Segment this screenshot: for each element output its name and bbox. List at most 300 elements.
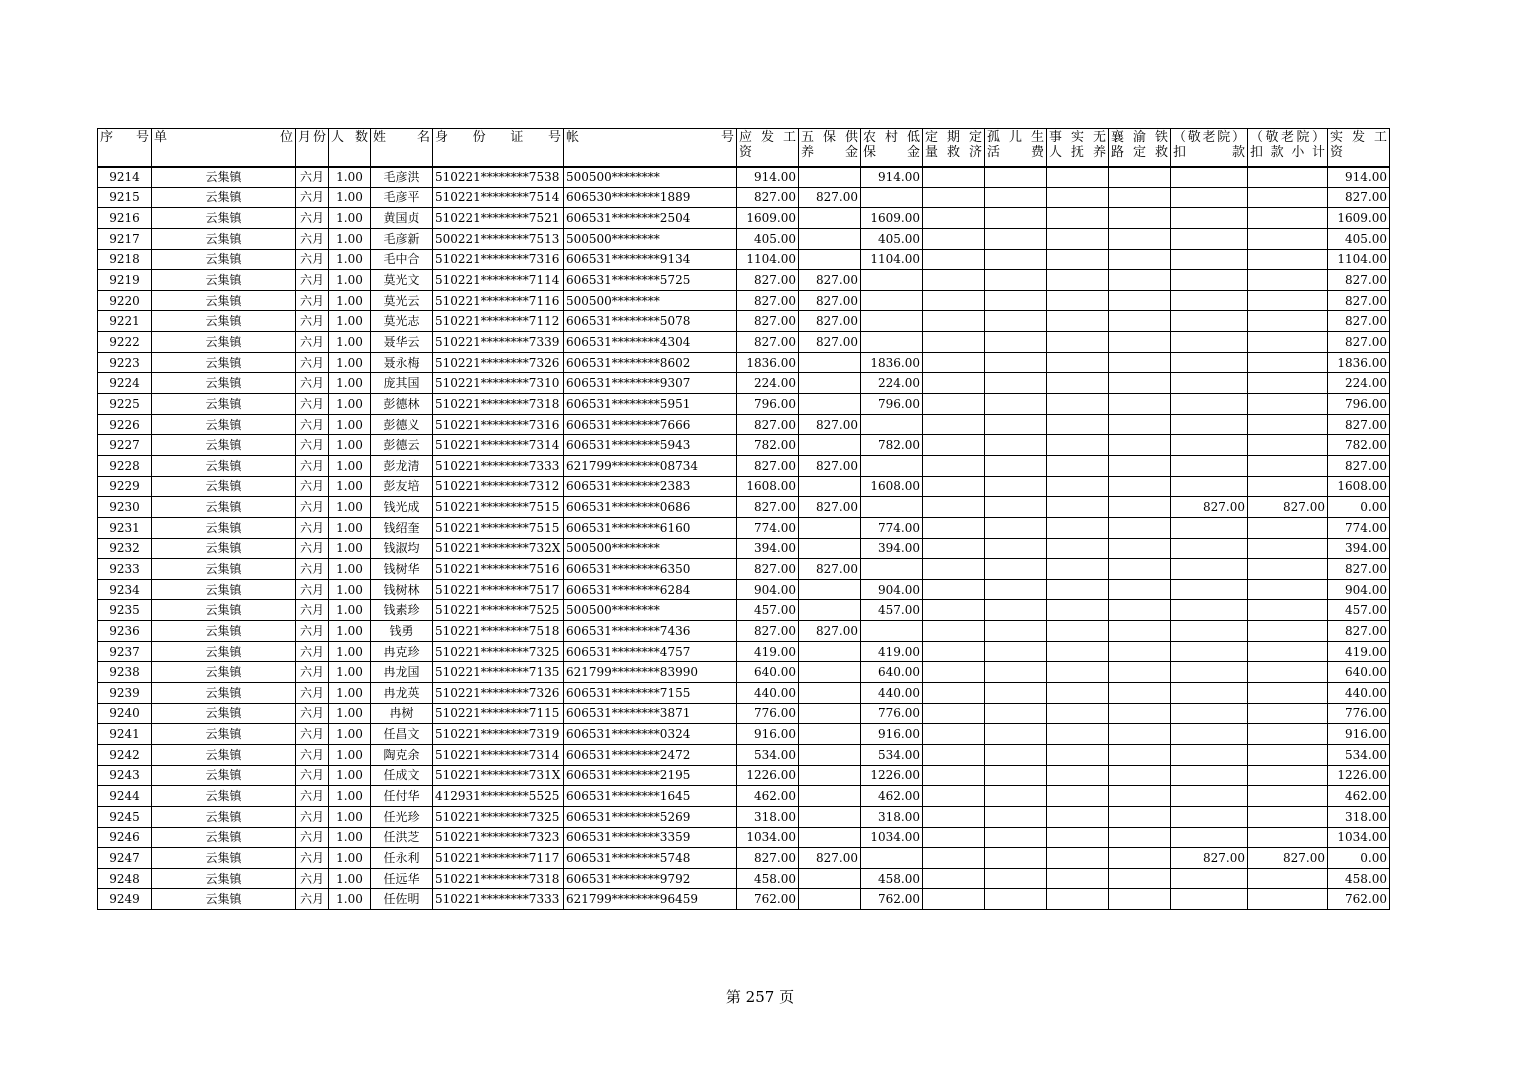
cell-jingsub bbox=[1248, 621, 1328, 642]
cell-name: 莫光文 bbox=[371, 270, 433, 291]
cell-account: 606531********4304 bbox=[564, 332, 737, 353]
cell-dibao: 914.00 bbox=[861, 167, 923, 188]
cell-empty bbox=[985, 167, 1047, 188]
cell-unit: 云集镇 bbox=[152, 228, 296, 249]
cell-net: 762.00 bbox=[1328, 889, 1390, 910]
cell-empty bbox=[1109, 167, 1171, 188]
cell-empty bbox=[923, 394, 985, 415]
cell-account: 606530********1889 bbox=[564, 187, 737, 208]
cell-month: 六月 bbox=[296, 786, 329, 807]
cell-gross: 827.00 bbox=[737, 848, 799, 869]
cell-empty bbox=[985, 579, 1047, 600]
cell-gross: 914.00 bbox=[737, 167, 799, 188]
cell-account: 606531********5943 bbox=[564, 435, 737, 456]
cell-jingsub bbox=[1248, 414, 1328, 435]
cell-month: 六月 bbox=[296, 332, 329, 353]
cell-empty bbox=[985, 228, 1047, 249]
cell-gross: 1226.00 bbox=[737, 765, 799, 786]
page-number: 第 257 页 bbox=[725, 988, 795, 1006]
cell-wubao bbox=[799, 600, 861, 621]
cell-empty bbox=[1109, 290, 1171, 311]
cell-jingkou bbox=[1171, 332, 1248, 353]
cell-dibao: 776.00 bbox=[861, 703, 923, 724]
cell-empty bbox=[985, 868, 1047, 889]
cell-account: 606531********7666 bbox=[564, 414, 737, 435]
cell-empty bbox=[985, 600, 1047, 621]
cell-empty bbox=[1047, 497, 1109, 518]
cell-empty bbox=[1109, 435, 1171, 456]
cell-dibao bbox=[861, 621, 923, 642]
cell-unit: 云集镇 bbox=[152, 435, 296, 456]
cell-gross: 1609.00 bbox=[737, 208, 799, 229]
cell-empty bbox=[1047, 517, 1109, 538]
cell-net: 0.00 bbox=[1328, 497, 1390, 518]
table-row bbox=[98, 848, 1390, 869]
cell-net: 534.00 bbox=[1328, 744, 1390, 765]
cell-jingsub bbox=[1248, 435, 1328, 456]
cell-idcard: 510221********7314 bbox=[433, 435, 564, 456]
cell-net: 224.00 bbox=[1328, 373, 1390, 394]
cell-jingkou bbox=[1171, 621, 1248, 642]
cell-jingsub bbox=[1248, 187, 1328, 208]
cell-jingkou bbox=[1171, 641, 1248, 662]
cell-idcard: 510221********7115 bbox=[433, 703, 564, 724]
cell-wubao bbox=[799, 167, 861, 188]
cell-gross: 1104.00 bbox=[737, 249, 799, 270]
cell-account: 621799********96459 bbox=[564, 889, 737, 910]
cell-jingsub bbox=[1248, 827, 1328, 848]
cell-empty bbox=[985, 270, 1047, 291]
cell-month: 六月 bbox=[296, 270, 329, 291]
cell-unit: 云集镇 bbox=[152, 724, 296, 745]
table-row bbox=[98, 187, 1390, 208]
cell-gross: 827.00 bbox=[737, 270, 799, 291]
cell-empty bbox=[985, 373, 1047, 394]
cell-empty bbox=[985, 765, 1047, 786]
cell-unit: 云集镇 bbox=[152, 848, 296, 869]
cell-empty bbox=[1047, 703, 1109, 724]
cell-empty bbox=[1047, 208, 1109, 229]
cell-empty bbox=[1047, 187, 1109, 208]
cell-seq: 9234 bbox=[98, 579, 152, 600]
cell-net: 440.00 bbox=[1328, 683, 1390, 704]
cell-empty bbox=[1109, 311, 1171, 332]
cell-account: 606531********9792 bbox=[564, 868, 737, 889]
cell-gross: 1836.00 bbox=[737, 352, 799, 373]
cell-seq: 9230 bbox=[98, 497, 152, 518]
cell-dibao: 916.00 bbox=[861, 724, 923, 745]
cell-month: 六月 bbox=[296, 187, 329, 208]
cell-dibao bbox=[861, 414, 923, 435]
cell-idcard: 510221********7518 bbox=[433, 621, 564, 642]
cell-name: 任光珍 bbox=[371, 806, 433, 827]
cell-dibao: 796.00 bbox=[861, 394, 923, 415]
cell-empty bbox=[923, 497, 985, 518]
cell-empty bbox=[1047, 889, 1109, 910]
cell-idcard: 500221********7513 bbox=[433, 228, 564, 249]
cell-seq: 9218 bbox=[98, 249, 152, 270]
cell-seq: 9243 bbox=[98, 765, 152, 786]
cell-month: 六月 bbox=[296, 167, 329, 188]
cell-empty bbox=[1109, 270, 1171, 291]
cell-gross: 419.00 bbox=[737, 641, 799, 662]
cell-empty bbox=[923, 703, 985, 724]
cell-account: 606531********8602 bbox=[564, 352, 737, 373]
cell-wubao: 827.00 bbox=[799, 311, 861, 332]
cell-wubao: 827.00 bbox=[799, 559, 861, 580]
cell-empty bbox=[1109, 249, 1171, 270]
cell-count: 1.00 bbox=[329, 827, 371, 848]
cell-jingkou bbox=[1171, 208, 1248, 229]
cell-dibao: 1104.00 bbox=[861, 249, 923, 270]
cell-empty bbox=[985, 435, 1047, 456]
cell-empty bbox=[1047, 559, 1109, 580]
cell-name: 毛中合 bbox=[371, 249, 433, 270]
cell-net: 318.00 bbox=[1328, 806, 1390, 827]
cell-month: 六月 bbox=[296, 559, 329, 580]
cell-idcard: 510221********7318 bbox=[433, 394, 564, 415]
cell-idcard: 510221********7333 bbox=[433, 455, 564, 476]
cell-empty bbox=[1109, 455, 1171, 476]
cell-empty bbox=[1109, 600, 1171, 621]
cell-idcard: 412931********5525 bbox=[433, 786, 564, 807]
cell-dibao: 457.00 bbox=[861, 600, 923, 621]
table-row bbox=[98, 373, 1390, 394]
table-row bbox=[98, 538, 1390, 559]
cell-empty bbox=[1109, 476, 1171, 497]
cell-jingkou bbox=[1171, 455, 1248, 476]
cell-unit: 云集镇 bbox=[152, 621, 296, 642]
cell-empty bbox=[923, 332, 985, 353]
cell-net: 1609.00 bbox=[1328, 208, 1390, 229]
cell-account: 606531********5748 bbox=[564, 848, 737, 869]
cell-idcard: 510221********7538 bbox=[433, 167, 564, 188]
cell-empty bbox=[1109, 497, 1171, 518]
cell-empty bbox=[1047, 662, 1109, 683]
cell-empty bbox=[923, 868, 985, 889]
cell-seq: 9220 bbox=[98, 290, 152, 311]
cell-idcard: 510221********7326 bbox=[433, 683, 564, 704]
cell-idcard: 510221********7521 bbox=[433, 208, 564, 229]
cell-empty bbox=[1109, 559, 1171, 580]
cell-net: 827.00 bbox=[1328, 270, 1390, 291]
table-row bbox=[98, 228, 1390, 249]
cell-count: 1.00 bbox=[329, 868, 371, 889]
cell-dibao: 1608.00 bbox=[861, 476, 923, 497]
cell-dibao: 1226.00 bbox=[861, 765, 923, 786]
cell-wubao bbox=[799, 703, 861, 724]
cell-empty bbox=[1109, 641, 1171, 662]
cell-empty bbox=[923, 270, 985, 291]
header-guer: 孤 儿 生 活 费 bbox=[985, 129, 1047, 167]
cell-empty bbox=[985, 187, 1047, 208]
cell-unit: 云集镇 bbox=[152, 497, 296, 518]
cell-dibao: 762.00 bbox=[861, 889, 923, 910]
cell-name: 庞其国 bbox=[371, 373, 433, 394]
cell-name: 毛彦平 bbox=[371, 187, 433, 208]
cell-empty bbox=[985, 290, 1047, 311]
cell-unit: 云集镇 bbox=[152, 662, 296, 683]
cell-account: 606531********3359 bbox=[564, 827, 737, 848]
cell-account: 606531********2195 bbox=[564, 765, 737, 786]
cell-count: 1.00 bbox=[329, 538, 371, 559]
cell-idcard: 510221********7114 bbox=[433, 270, 564, 291]
table-row bbox=[98, 332, 1390, 353]
cell-name: 毛彦洪 bbox=[371, 167, 433, 188]
cell-month: 六月 bbox=[296, 208, 329, 229]
cell-empty bbox=[985, 476, 1047, 497]
cell-count: 1.00 bbox=[329, 311, 371, 332]
cell-month: 六月 bbox=[296, 290, 329, 311]
cell-empty bbox=[985, 641, 1047, 662]
cell-jingsub bbox=[1248, 249, 1328, 270]
table-row bbox=[98, 683, 1390, 704]
cell-dibao: 224.00 bbox=[861, 373, 923, 394]
cell-dibao bbox=[861, 848, 923, 869]
cell-dibao bbox=[861, 497, 923, 518]
cell-net: 1104.00 bbox=[1328, 249, 1390, 270]
cell-empty bbox=[1109, 517, 1171, 538]
header-count: 人 数 bbox=[329, 129, 371, 167]
cell-empty bbox=[1047, 394, 1109, 415]
cell-empty bbox=[923, 600, 985, 621]
cell-idcard: 510221********7116 bbox=[433, 290, 564, 311]
cell-empty bbox=[923, 621, 985, 642]
cell-unit: 云集镇 bbox=[152, 373, 296, 394]
cell-jingsub bbox=[1248, 868, 1328, 889]
cell-name: 任佐明 bbox=[371, 889, 433, 910]
cell-idcard: 510221********7325 bbox=[433, 806, 564, 827]
table-row bbox=[98, 517, 1390, 538]
cell-seq: 9237 bbox=[98, 641, 152, 662]
cell-dibao bbox=[861, 559, 923, 580]
cell-account: 606531********5725 bbox=[564, 270, 737, 291]
cell-empty bbox=[1109, 538, 1171, 559]
cell-month: 六月 bbox=[296, 765, 329, 786]
cell-seq: 9221 bbox=[98, 311, 152, 332]
cell-empty bbox=[985, 455, 1047, 476]
cell-idcard: 510221********7333 bbox=[433, 889, 564, 910]
cell-month: 六月 bbox=[296, 414, 329, 435]
cell-empty bbox=[1047, 641, 1109, 662]
header-account: 帐 号 bbox=[564, 129, 737, 167]
cell-count: 1.00 bbox=[329, 455, 371, 476]
cell-jingsub bbox=[1248, 765, 1328, 786]
cell-net: 827.00 bbox=[1328, 332, 1390, 353]
cell-gross: 827.00 bbox=[737, 187, 799, 208]
cell-net: 1034.00 bbox=[1328, 827, 1390, 848]
cell-wubao: 827.00 bbox=[799, 414, 861, 435]
cell-jingkou bbox=[1171, 600, 1248, 621]
cell-empty bbox=[923, 517, 985, 538]
cell-count: 1.00 bbox=[329, 187, 371, 208]
cell-empty bbox=[1109, 579, 1171, 600]
cell-empty bbox=[1109, 703, 1171, 724]
cell-jingkou bbox=[1171, 414, 1248, 435]
cell-net: 457.00 bbox=[1328, 600, 1390, 621]
cell-dibao: 1836.00 bbox=[861, 352, 923, 373]
cell-month: 六月 bbox=[296, 806, 329, 827]
cell-wubao bbox=[799, 476, 861, 497]
cell-name: 钱勇 bbox=[371, 621, 433, 642]
cell-name: 钱光成 bbox=[371, 497, 433, 518]
cell-jingkou bbox=[1171, 662, 1248, 683]
cell-idcard: 510221********7323 bbox=[433, 827, 564, 848]
cell-month: 六月 bbox=[296, 311, 329, 332]
cell-empty bbox=[923, 414, 985, 435]
cell-empty bbox=[923, 724, 985, 745]
cell-wubao bbox=[799, 228, 861, 249]
cell-account: 606531********3871 bbox=[564, 703, 737, 724]
cell-seq: 9249 bbox=[98, 889, 152, 910]
cell-month: 六月 bbox=[296, 889, 329, 910]
cell-empty bbox=[985, 497, 1047, 518]
cell-month: 六月 bbox=[296, 641, 329, 662]
cell-net: 827.00 bbox=[1328, 559, 1390, 580]
cell-account: 606531********6160 bbox=[564, 517, 737, 538]
cell-empty bbox=[985, 848, 1047, 869]
cell-count: 1.00 bbox=[329, 352, 371, 373]
cell-net: 796.00 bbox=[1328, 394, 1390, 415]
cell-jingsub bbox=[1248, 332, 1328, 353]
cell-empty bbox=[985, 538, 1047, 559]
cell-name: 任洪芝 bbox=[371, 827, 433, 848]
cell-empty bbox=[985, 208, 1047, 229]
cell-gross: 827.00 bbox=[737, 414, 799, 435]
cell-unit: 云集镇 bbox=[152, 868, 296, 889]
cell-gross: 640.00 bbox=[737, 662, 799, 683]
cell-seq: 9215 bbox=[98, 187, 152, 208]
cell-jingsub bbox=[1248, 786, 1328, 807]
cell-dibao bbox=[861, 290, 923, 311]
cell-gross: 1608.00 bbox=[737, 476, 799, 497]
cell-wubao bbox=[799, 641, 861, 662]
cell-seq: 9216 bbox=[98, 208, 152, 229]
cell-wubao bbox=[799, 744, 861, 765]
cell-net: 827.00 bbox=[1328, 311, 1390, 332]
cell-name: 冉龙英 bbox=[371, 683, 433, 704]
cell-net: 827.00 bbox=[1328, 290, 1390, 311]
cell-empty bbox=[1047, 167, 1109, 188]
cell-jingsub bbox=[1248, 744, 1328, 765]
cell-jingkou bbox=[1171, 228, 1248, 249]
cell-jingkou bbox=[1171, 559, 1248, 580]
cell-net: 827.00 bbox=[1328, 621, 1390, 642]
header-net: 实 发 工 资 bbox=[1328, 129, 1390, 167]
cell-gross: 462.00 bbox=[737, 786, 799, 807]
cell-name: 冉龙国 bbox=[371, 662, 433, 683]
cell-gross: 827.00 bbox=[737, 290, 799, 311]
cell-jingkou bbox=[1171, 394, 1248, 415]
cell-empty bbox=[985, 311, 1047, 332]
cell-empty bbox=[923, 187, 985, 208]
cell-empty bbox=[923, 662, 985, 683]
cell-name: 莫光云 bbox=[371, 290, 433, 311]
cell-jingsub bbox=[1248, 373, 1328, 394]
table-row bbox=[98, 765, 1390, 786]
cell-dibao bbox=[861, 332, 923, 353]
cell-unit: 云集镇 bbox=[152, 703, 296, 724]
cell-unit: 云集镇 bbox=[152, 786, 296, 807]
table-row bbox=[98, 868, 1390, 889]
cell-idcard: 510221********731X bbox=[433, 765, 564, 786]
cell-seq: 9226 bbox=[98, 414, 152, 435]
cell-month: 六月 bbox=[296, 249, 329, 270]
cell-dibao: 904.00 bbox=[861, 579, 923, 600]
cell-empty bbox=[1047, 827, 1109, 848]
cell-empty bbox=[1109, 228, 1171, 249]
cell-jingkou bbox=[1171, 352, 1248, 373]
cell-seq: 9240 bbox=[98, 703, 152, 724]
cell-unit: 云集镇 bbox=[152, 476, 296, 497]
cell-idcard: 510221********7325 bbox=[433, 641, 564, 662]
cell-month: 六月 bbox=[296, 497, 329, 518]
cell-count: 1.00 bbox=[329, 332, 371, 353]
cell-net: 827.00 bbox=[1328, 414, 1390, 435]
cell-month: 六月 bbox=[296, 724, 329, 745]
table-row bbox=[98, 290, 1390, 311]
cell-empty bbox=[923, 208, 985, 229]
cell-idcard: 510221********7517 bbox=[433, 579, 564, 600]
cell-jingsub bbox=[1248, 311, 1328, 332]
cell-month: 六月 bbox=[296, 848, 329, 869]
cell-month: 六月 bbox=[296, 517, 329, 538]
cell-empty bbox=[1047, 806, 1109, 827]
cell-empty bbox=[985, 249, 1047, 270]
cell-net: 827.00 bbox=[1328, 187, 1390, 208]
cell-count: 1.00 bbox=[329, 579, 371, 600]
cell-name: 彭友培 bbox=[371, 476, 433, 497]
header-gross: 应 发 工 资 bbox=[737, 129, 799, 167]
cell-jingkou bbox=[1171, 311, 1248, 332]
cell-jingkou bbox=[1171, 373, 1248, 394]
cell-seq: 9231 bbox=[98, 517, 152, 538]
cell-empty bbox=[923, 455, 985, 476]
cell-seq: 9235 bbox=[98, 600, 152, 621]
cell-account: 606531********0686 bbox=[564, 497, 737, 518]
cell-gross: 904.00 bbox=[737, 579, 799, 600]
cell-idcard: 510221********7112 bbox=[433, 311, 564, 332]
cell-month: 六月 bbox=[296, 476, 329, 497]
cell-empty bbox=[985, 827, 1047, 848]
cell-account: 606531********2383 bbox=[564, 476, 737, 497]
cell-seq: 9248 bbox=[98, 868, 152, 889]
payroll-table bbox=[97, 128, 1390, 910]
cell-empty bbox=[923, 641, 985, 662]
cell-seq: 9217 bbox=[98, 228, 152, 249]
table-row bbox=[98, 311, 1390, 332]
cell-net: 914.00 bbox=[1328, 167, 1390, 188]
cell-dibao: 458.00 bbox=[861, 868, 923, 889]
cell-net: 0.00 bbox=[1328, 848, 1390, 869]
cell-count: 1.00 bbox=[329, 249, 371, 270]
cell-empty bbox=[1047, 476, 1109, 497]
cell-jingkou bbox=[1171, 167, 1248, 188]
cell-jingsub bbox=[1248, 889, 1328, 910]
cell-seq: 9241 bbox=[98, 724, 152, 745]
cell-name: 聂华云 bbox=[371, 332, 433, 353]
cell-dibao: 774.00 bbox=[861, 517, 923, 538]
cell-empty bbox=[985, 724, 1047, 745]
cell-idcard: 510221********7516 bbox=[433, 559, 564, 580]
cell-jingkou bbox=[1171, 270, 1248, 291]
cell-empty bbox=[923, 744, 985, 765]
cell-net: 1836.00 bbox=[1328, 352, 1390, 373]
cell-count: 1.00 bbox=[329, 662, 371, 683]
cell-unit: 云集镇 bbox=[152, 187, 296, 208]
cell-idcard: 510221********7515 bbox=[433, 497, 564, 518]
cell-account: 606531********5078 bbox=[564, 311, 737, 332]
